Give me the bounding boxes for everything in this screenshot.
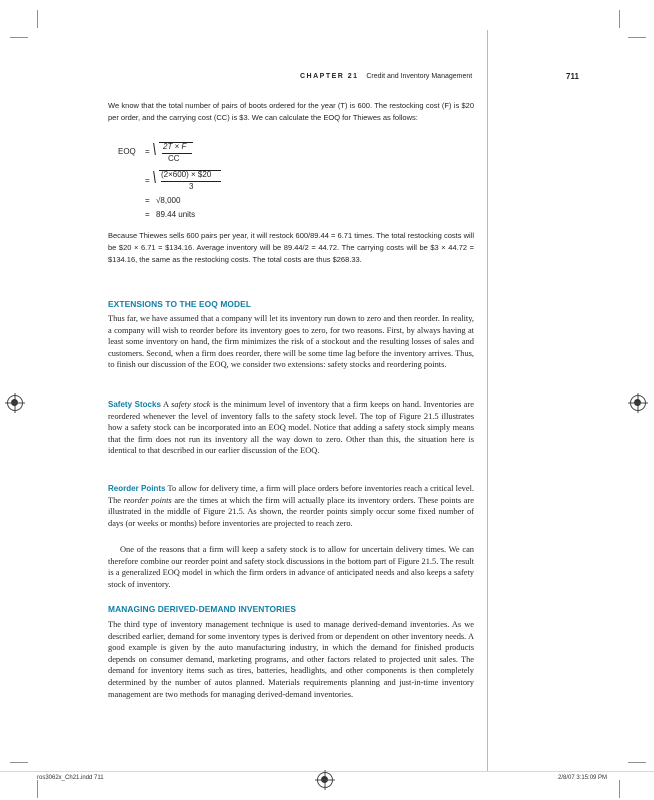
heading-extensions: EXTENSIONS TO THE EOQ MODEL <box>108 299 252 309</box>
running-head <box>300 73 473 80</box>
equals-sign-3: = <box>145 196 150 205</box>
eq2-numerator: (2×600) × $20 <box>161 170 212 179</box>
crop-mark-top-left-h <box>10 37 28 38</box>
reorder-text-a: To allow for delivery time, a firm will place orders before inventories reach a critical level. The <box>108 484 475 505</box>
eq2-denominator: 3 <box>189 182 194 191</box>
crop-mark-bottom-right <box>619 780 620 798</box>
runin-reorder-points: Reorder Points <box>108 484 166 493</box>
eq4-value: 89.44 units <box>156 210 196 219</box>
crop-mark-bottom-left <box>37 780 38 798</box>
chapter-title: Credit and Inventory Management <box>366 73 473 80</box>
slug-timestamp: 2/8/07 3:15:09 PM <box>558 775 608 781</box>
safety-text-b: is the minimum level of inventory that a firm keeps on hand. Inventories are reordered whenever the level of inventory falls to the safety stock level. The top of Figure 21.5 illustrates how a safety stock can be incorporated into an EOQ model. Notice that adding a safety stock simply means that the firm does not run its inventory all the way down to zero. Other than this, the situation here is identical to that described in our earlier discussion of the EOQ. <box>108 400 475 456</box>
registration-mark-bottom <box>317 772 333 788</box>
eq1-denominator: CC <box>168 154 180 163</box>
crop-mark-bottom-right-h <box>628 762 646 763</box>
derived-demand-paragraph: The third type of inventory management technique is used to manage derived-demand inventories. As we described earlier, demand for some inventory types is derived from or dependent on other inventory needs. A good example is given by the auto manufacturing industry, in which the demand for finished products depends on consumer demand, marketing programs, and other factors related to projected unit sales. The demand for inventory items such as tires, batteries, headlights, and other components is then completely determined by the number of autos planned. Materials requirements planning and just-in-time inventory management are two methods for managing derived-demand inventories. <box>108 620 474 699</box>
safety-stocks-paragraph <box>108 399 474 457</box>
eoq-label: EOQ <box>118 147 136 156</box>
runin-safety-stocks: Safety Stocks <box>108 400 161 409</box>
safety-term: safety stock <box>171 400 211 409</box>
extensions-paragraph: Thus far, we have assumed that a company will let its inventory run down to zero and then reorder. In reality, a company will wish to reorder before its inventory goes to zero, for two reasons. First, by always having at least some inventory on hand, the firm minimizes the risk of a stockout and the resulting losses of sales and customers. Second, when a firm does reorder, there will be some time lag before the inventory arrives. Thus, to finish our discussion of the EOQ, we consider two extensions: safety stocks and reordering points. <box>108 314 474 370</box>
page-number: 711 <box>566 72 579 81</box>
eq1-numerator: 2T × F <box>163 142 187 151</box>
reorder-points-paragraph <box>108 483 474 529</box>
reorder-term: reorder points <box>123 495 172 505</box>
reorder-text-b: are the times at which the firm will actually place its inventory orders. These points are illustrated in the middle of Figure 21.5. As shown, the reorder points simply occur some fixed number of days (or weeks or months) before inventories are projected to reach zero. <box>108 495 474 528</box>
trim-guide-vertical <box>487 30 488 772</box>
registration-mark-right <box>630 395 646 411</box>
chapter-label: CHAPTER 21 <box>300 73 359 80</box>
intro-paragraph: We know that the total number of pairs of boots ordered for the year (T) is 600. The restocking cost (F) is $20 per order, and the carrying cost (CC) is $3. We can calculate the EOQ for Thiewes as follows: <box>108 101 474 122</box>
equals-sign-4: = <box>145 210 150 219</box>
crop-mark-top-left <box>37 10 38 28</box>
eq3-value: √8,000 <box>156 196 181 205</box>
equals-sign-2: = <box>145 176 150 185</box>
crop-mark-top-right <box>619 10 620 28</box>
reorder-paragraph-2: One of the reasons that a firm will keep a safety stock is to allow for uncertain delivery times. We can therefore combine our reorder point and safety stock discussions in the bottom part of Figure 21.5. The result is a generalized EOQ model in which the firm orders in advance of anticipated needs and also keeps a safety stock of inventory. <box>108 545 474 589</box>
safety-text-a: A <box>160 400 172 409</box>
equals-sign-1: = <box>145 147 150 156</box>
heading-derived-demand: MANAGING DERIVED-DEMAND INVENTORIES <box>108 604 297 614</box>
crop-mark-bottom-left-h <box>10 762 28 763</box>
calc-paragraph: Because Thiewes sells 600 pairs per year, it will restock 600/89.44 = 6.71 times. The total restocking costs will be $20 × 6.71 = $134.16. Average inventory will be 89.44/2 = 44.72. The carrying costs will be $3 × 44.72 = $134.16, the same as the restocking costs. The total costs are thus $268.33. <box>108 231 474 264</box>
slug-file-info: ros3062x_Ch21.indd 711 <box>37 775 104 781</box>
registration-mark-left <box>7 395 23 411</box>
crop-mark-top-right-h <box>628 37 646 38</box>
